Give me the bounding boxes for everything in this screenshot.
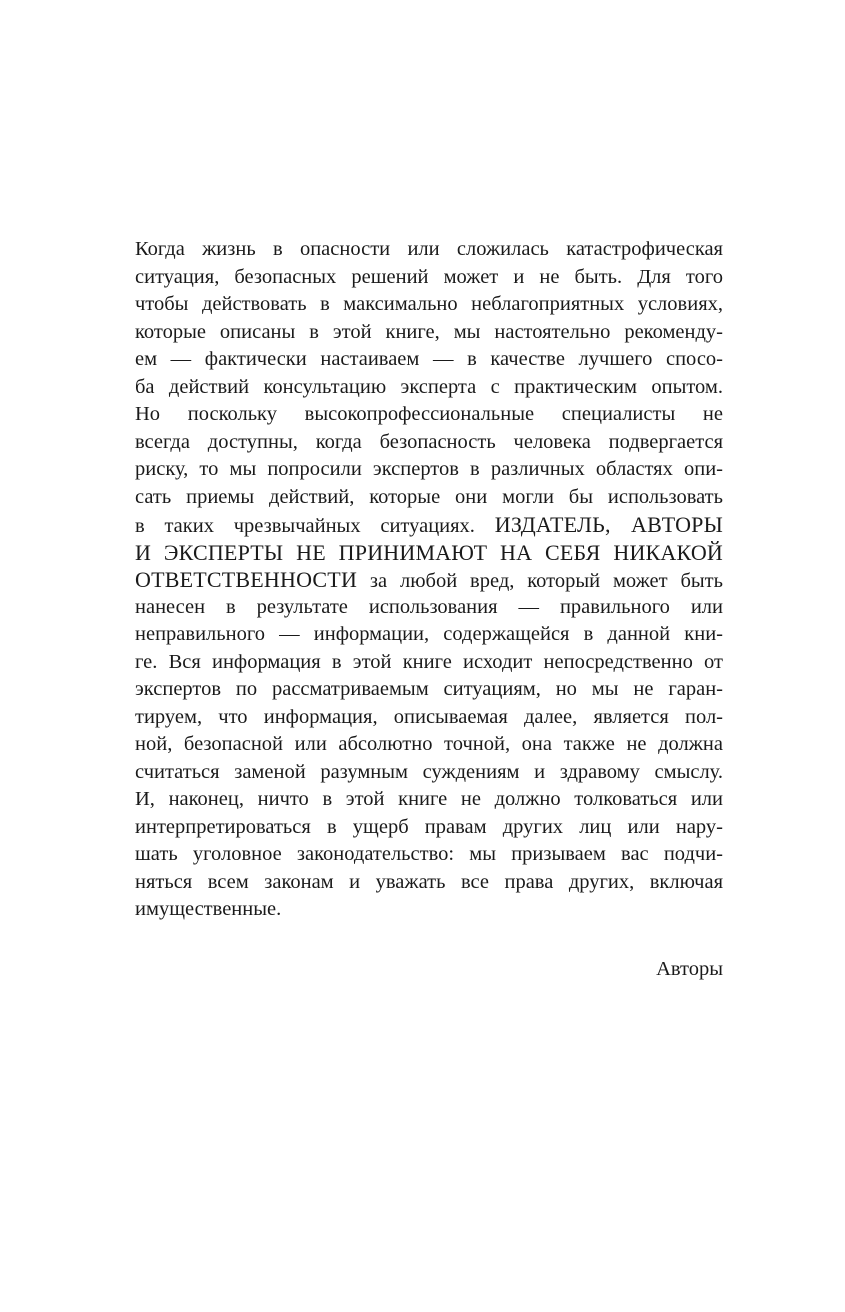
- text-line: интерпретироваться в ущерб правам других лиц или нару-: [135, 815, 723, 838]
- text-line: нанесен в результате использования — правильного или: [135, 595, 723, 618]
- liability-caps-text: ИЗДАТЕЛЬ, АВТОРЫ: [494, 512, 723, 537]
- text-line: Но поскольку высокопрофессиональные специалисты не: [135, 403, 723, 425]
- text-line: [135, 566, 723, 594]
- text-line: имущественные.: [135, 898, 282, 920]
- text-line: ба действий консультацию эксперта с практическим опытом.: [135, 375, 723, 398]
- liability-caps-text: ОТВЕТСТВЕННОСТИ: [135, 567, 358, 592]
- text-line: тируем, что информация, описываемая далее, является пол-: [135, 705, 723, 728]
- text-line: ем — фактически настаиваем — в качестве лучшего спосо-: [135, 348, 723, 370]
- text-line: [135, 539, 723, 567]
- text-segment: в таких чрезвычайных ситуациях.: [135, 515, 495, 537]
- text-line: которые описаны в этой книге, мы настоятельно рекоменду-: [135, 320, 723, 343]
- text-line: ситуация, безопасных решений может и не быть. Для того: [135, 265, 723, 288]
- text-line: Когда жизнь в опасности или сложилась катастрофическая: [135, 238, 723, 260]
- text-line: считаться заменой разумным суждениям и здравому смыслу.: [135, 760, 723, 783]
- text-line: всегда доступны, когда безопасность человека подвергается: [135, 430, 723, 453]
- text-line: экспертов по рассматриваемым ситуациям, но мы не гаран-: [135, 678, 723, 700]
- signature-authors: Авторы: [656, 958, 723, 980]
- text-line: ной, безопасной или абсолютно точной, она также не должна: [135, 733, 723, 755]
- text-line: [135, 511, 723, 539]
- text-line: шать уголовное законодательство: мы призываем вас подчи-: [135, 843, 723, 865]
- text-line: И, наконец, ничто в этой книге не должно толковаться или: [135, 788, 723, 810]
- text-line: ге. Вся информация в этой книге исходит непосредственно от: [135, 650, 723, 673]
- text-line: чтобы действовать в максимально неблагоприятных условиях,: [135, 293, 723, 315]
- text-line: сать приемы действий, которые они могли бы использовать: [135, 485, 723, 508]
- text-line: риску, то мы попросили экспертов в различных областях опи-: [135, 458, 723, 480]
- text-line: неправильного — информации, содержащейся в данной кни-: [135, 623, 723, 645]
- disclaimer-paragraph: [135, 236, 723, 924]
- liability-caps-text: И ЭКСПЕРТЫ НЕ ПРИНИМАЮТ НА СЕБЯ НИКАКОЙ: [135, 539, 723, 565]
- disclaimer-page: [135, 236, 723, 980]
- text-segment: за любой вред, который может быть: [357, 570, 723, 592]
- text-line: няться всем законам и уважать все права других, включая: [135, 870, 723, 893]
